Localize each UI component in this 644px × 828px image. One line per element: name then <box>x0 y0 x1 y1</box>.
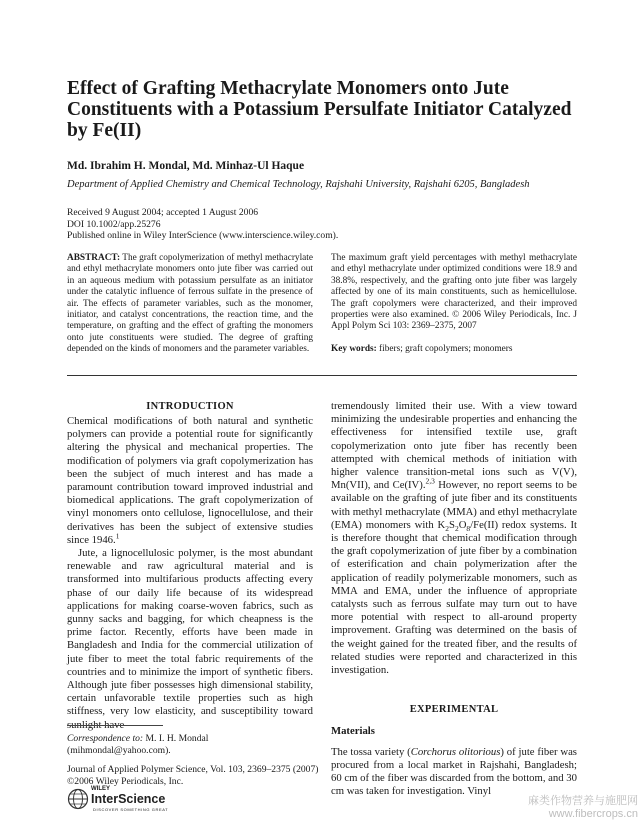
authors: Md. Ibrahim H. Mondal, Md. Minhaz-Ul Haque <box>67 160 305 172</box>
published-online: Published online in Wiley InterScience (www.interscience.wiley.com). <box>67 230 339 241</box>
correspondence-note <box>67 733 313 756</box>
logo-wiley: WILEY <box>91 786 110 792</box>
citation-1: 1 <box>115 531 120 541</box>
species-name: Corchorus olitorious <box>410 745 501 758</box>
doi: DOI 10.1002/app.25276 <box>67 218 161 230</box>
right-column <box>331 400 577 798</box>
intro-paragraph-1: Chemical modifications of both natural and synthetic polymers can provide a potential route for significantly altering the physical and mechanical properties. The modification of polymers via graft copolymerization has been the subject of much interest and has made a paramount contribution toward improved industrial and biomedical applications. The graft copolymerization of vinyl monomers onto cellulose, lignocellulose, and their derivatives has been the subject of extensive studies since 1946.$^1$ <box>67 415 313 546</box>
intro-paragraph-3: tremendously limited their use. With a view toward minimizing the undesirable properties and enhancing the effectiveness for intensified textile use, graft copolymerization onto jute fiber has recently been attempted with chemical methods of initiation with higher valence transition-metal ions such as V(V), Mn(VII), and Ce(IV).$^{2,3}$ However, no report seems to be available on the grafting of jute fiber and its constituents with methyl methacrylate (MMA) and ethyl methacrylate (EMA) monomers with $K_2S_2O_8/Fe(II)$ redox systems. It is therefore thought that chemical modification through the graft copolymerization of jute fiber by a combination of esterification and chain polymerization after the application of readily polymerizable monomers, such as MMA and EMA, under the influence of appropriate catalysts such as ferrous sulfate may turn out to have more potential with respect to all-around property improvement. Grafting was determined on the basis of the weight gained for the treated fiber, and the results of related studies were reported and characterized in this investigation. <box>331 400 578 677</box>
affiliation: Department of Applied Chemistry and Chemical Technology, Rajshahi University, Rajshahi 6205, Bangladesh <box>67 179 530 190</box>
article-title: Effect of Grafting Methacrylate Monomers onto Jute Constituents with a Potassium Persulfate Initiator Catalyzed by Fe(II) <box>67 78 572 141</box>
site-watermark <box>488 795 638 821</box>
keywords <box>331 344 513 354</box>
abstract-text-left: The graft copolymerization of methyl methacrylate and ethyl methacrylate monomers onto jute fiber was carried out in an aqueous medium with potassium persulfate as an initiator under the catalytic influence of ferrous sulfate in the presence of air. The effects of parameter variables, such as the monomer, initiator, and catalyst concentrations, the reaction time, and the temperature, on grafting and the effect of grafting the monomers onto jute constituents were studied. The degree of grafting depended on the kinds of monomers and the parameter variables. <box>67 253 313 355</box>
abstract-label: ABSTRACT: <box>67 253 121 263</box>
watermark-line-2: www.fibercrops.cn <box>548 808 638 820</box>
abstract-divider <box>67 375 577 376</box>
correspondence-text: M. I. H. Mondal (mihmondal@yahoo.com). <box>67 733 209 756</box>
correspondence-label: Correspondence to: <box>67 733 144 744</box>
citation-2-3: 2,3 <box>425 476 435 486</box>
globe-icon <box>67 788 89 810</box>
logo-tagline: DISCOVER SOMETHING GREAT <box>93 807 169 812</box>
materials-heading: Materials <box>331 725 375 738</box>
copyright: ©2006 Wiley Periodicals, Inc. <box>67 775 184 787</box>
keywords-text: fibers; graft copolymers; monomers <box>379 344 513 354</box>
received-date: Received 9 August 2004; accepted 1 August 2006 <box>67 207 259 218</box>
publication-dates <box>67 207 338 242</box>
materials-paragraph: The tossa variety (Corchorus olitorious) of jute fiber was procured from a local market in Rajshahi, Bangladesh; 60 cm of the fiber was discarded from the bottom, and 30 cm was taken for investigation. Vinyl <box>331 745 577 798</box>
intro-paragraph-2: Jute, a lignocellulosic polymer, is the most abundant renewable and raw agricultural material and is transformed into multifarious products affecting every phase of our daily life because of its widespread applications for making coarse-woven fabrics, such as gunny sacks and bagging, for which cheapness is the prime factor. Recently, efforts have been made in Bangladesh and India for the commercial utilization of jute fiber to meet the total fabric requirements of the countries and to minimize the import of synthetic fibers. Although jute fiber possesses high dimensional stability, certain unfavorable textile properties such as high stiffness, very low elasticity, and susceptibility toward sunlight have <box>67 547 313 731</box>
abstract-left <box>67 253 313 356</box>
footnote-rule <box>67 725 163 726</box>
experimental-heading: EXPERIMENTAL <box>409 704 499 716</box>
keywords-label: Key words: <box>331 344 377 354</box>
watermark-line-1: 麻类作物营养与施肥网 <box>528 795 638 807</box>
abstract-right: The maximum graft yield percentages with methyl methacrylate and ethyl methacrylate under optimized conditions were 18.9 and 38.8%, respectively, and the grafting onto jute fiber was largely affected by one of its main constituents, such as hemicellulose. The graft copolymers were characterized, and their improved properties were also examined. © 2006 Wiley Periodicals, Inc. J Appl Polym Sci 103: 2369–2375, 2007 <box>331 253 577 332</box>
journal-citation: Journal of Applied Polymer Science, Vol. 103, 2369–2375 (2007) <box>67 764 319 775</box>
journal-info <box>67 764 318 787</box>
wiley-interscience-logo <box>67 786 207 812</box>
left-column <box>67 401 313 732</box>
introduction-heading: INTRODUCTION <box>146 401 234 412</box>
logo-interscience: InterScience <box>91 792 166 806</box>
